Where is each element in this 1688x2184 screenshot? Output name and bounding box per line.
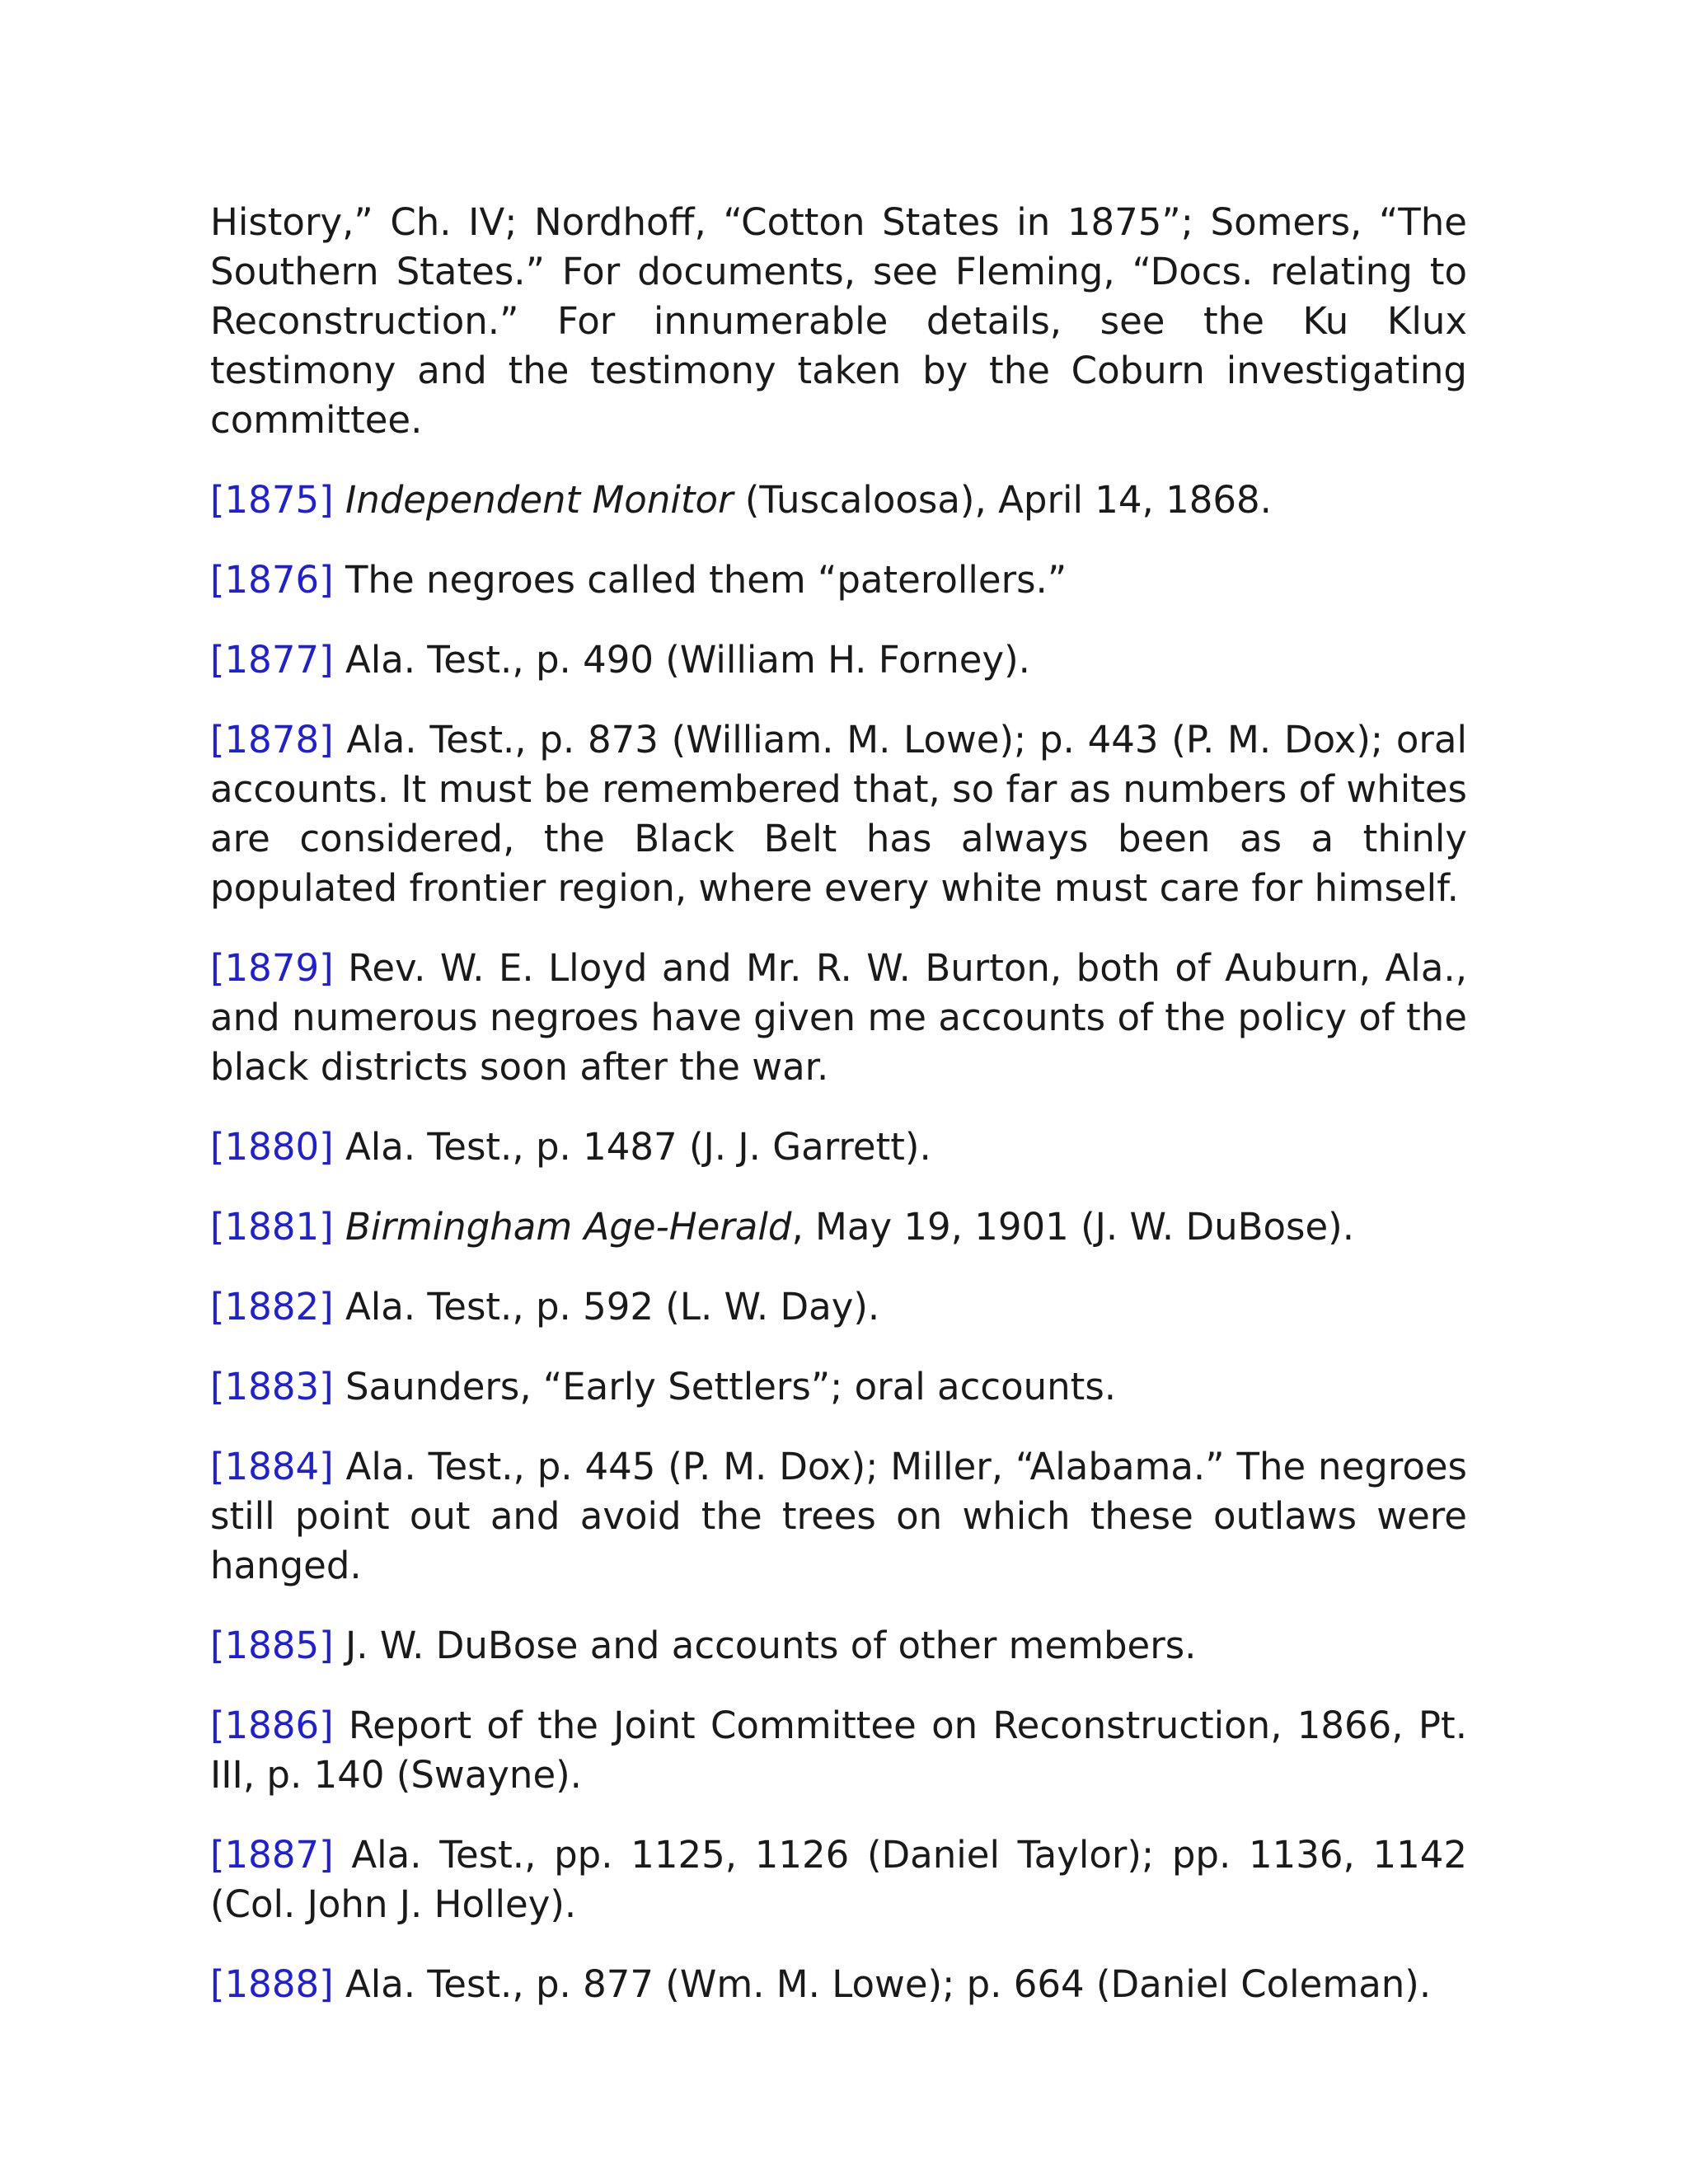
footnote-text: Ala. Test., p. 592 (L. W. Day). bbox=[333, 1285, 880, 1329]
footnotes-page bbox=[210, 198, 1467, 2040]
footnote-1877 bbox=[210, 635, 1467, 685]
footnote-1888 bbox=[210, 1960, 1467, 2009]
footnote-text: Report of the Joint Committee on Reconstruction, 1866, Pt. III, p. 140 (Swayne). bbox=[210, 1704, 1467, 1797]
footnote-ref-link[interactable]: [1887] bbox=[210, 1833, 334, 1877]
continued-footnote: History,” Ch. IV; Nordhoff, “Cotton States in 1875”; Somers, “The Southern States.” For documents, see Fleming, “Docs. relating to Reconstruction.” For innumerable details, see the Ku Klux testimony and the testimony taken by the Coburn investigating committee. bbox=[210, 200, 1467, 442]
footnote-italic-title: Independent Monitor bbox=[345, 478, 734, 522]
footnote-1875 bbox=[210, 476, 1467, 525]
footnote-ref-link[interactable]: [1885] bbox=[210, 1624, 334, 1667]
footnote-text: Ala. Test., p. 1487 (J. J. Garrett). bbox=[333, 1125, 931, 1169]
footnote-ref-link[interactable]: [1883] bbox=[210, 1365, 334, 1408]
footnote-1882 bbox=[210, 1282, 1467, 1332]
footnote-1886 bbox=[210, 1701, 1467, 1800]
footnote-text: Rev. W. E. Lloyd and Mr. R. W. Burton, both of Auburn, Ala., and numerous negroes have given me accounts of the policy of the black districts soon after the war. bbox=[210, 946, 1467, 1089]
footnote-ref-link[interactable]: [1888] bbox=[210, 1962, 334, 2006]
footnote-text: (Tuscaloosa), April 14, 1868. bbox=[733, 478, 1272, 522]
footnote-ref-link[interactable]: [1878] bbox=[210, 718, 334, 762]
footnote-1879 bbox=[210, 944, 1467, 1092]
footnote-1883 bbox=[210, 1362, 1467, 1412]
footnote-text: The negroes called them “paterollers.” bbox=[333, 558, 1067, 602]
footnote-1881 bbox=[210, 1202, 1467, 1252]
footnote-text: , May 19, 1901 (J. W. DuBose). bbox=[791, 1205, 1355, 1249]
footnote-text: Ala. Test., p. 490 (William H. Forney). bbox=[333, 638, 1030, 682]
footnote-ref-link[interactable]: [1882] bbox=[210, 1285, 334, 1329]
footnote-ref-link[interactable]: [1876] bbox=[210, 558, 334, 602]
footnote-1884 bbox=[210, 1442, 1467, 1591]
footnote-1885 bbox=[210, 1621, 1467, 1671]
footnote-1887 bbox=[210, 1830, 1467, 1929]
footnote-ref-link[interactable]: [1875] bbox=[210, 478, 334, 522]
footnote-text: Saunders, “Early Settlers”; oral accounts. bbox=[333, 1365, 1117, 1408]
footnote-ref-link[interactable]: [1879] bbox=[210, 946, 334, 990]
footnote-text: Ala. Test., p. 873 (William. M. Lowe); p. 443 (P. M. Dox); oral accounts. It must be remembered that, so far as numbers of whites are considered, the Black Belt has always been as a thinly populated frontier region, where every white must care for himself. bbox=[210, 718, 1467, 910]
footnote-ref-link[interactable]: [1880] bbox=[210, 1125, 334, 1169]
footnote-1878 bbox=[210, 715, 1467, 913]
footnote-1880 bbox=[210, 1122, 1467, 1172]
footnote-text: Ala. Test., p. 877 (Wm. M. Lowe); p. 664 (Daniel Coleman). bbox=[333, 1962, 1432, 2006]
footnote-ref-link[interactable]: [1881] bbox=[210, 1205, 334, 1249]
footnote-ref-link[interactable]: [1877] bbox=[210, 638, 334, 682]
footnote-text: J. W. DuBose and accounts of other members. bbox=[333, 1624, 1197, 1667]
footnote-ref-link[interactable]: [1886] bbox=[210, 1704, 334, 1747]
footnote-ref-link[interactable]: [1884] bbox=[210, 1445, 334, 1488]
footnote-text: Ala. Test., p. 445 (P. M. Dox); Miller, “Alabama.” The negroes still point out and avoid the trees on which these outlaws were hanged. bbox=[210, 1445, 1467, 1587]
footnote-1876 bbox=[210, 555, 1467, 605]
footnote-text: Ala. Test., pp. 1125, 1126 (Daniel Taylor); pp. 1136, 1142 (Col. John J. Holley). bbox=[210, 1833, 1467, 1926]
footnote-italic-title: Birmingham Age-Herald bbox=[345, 1205, 792, 1249]
